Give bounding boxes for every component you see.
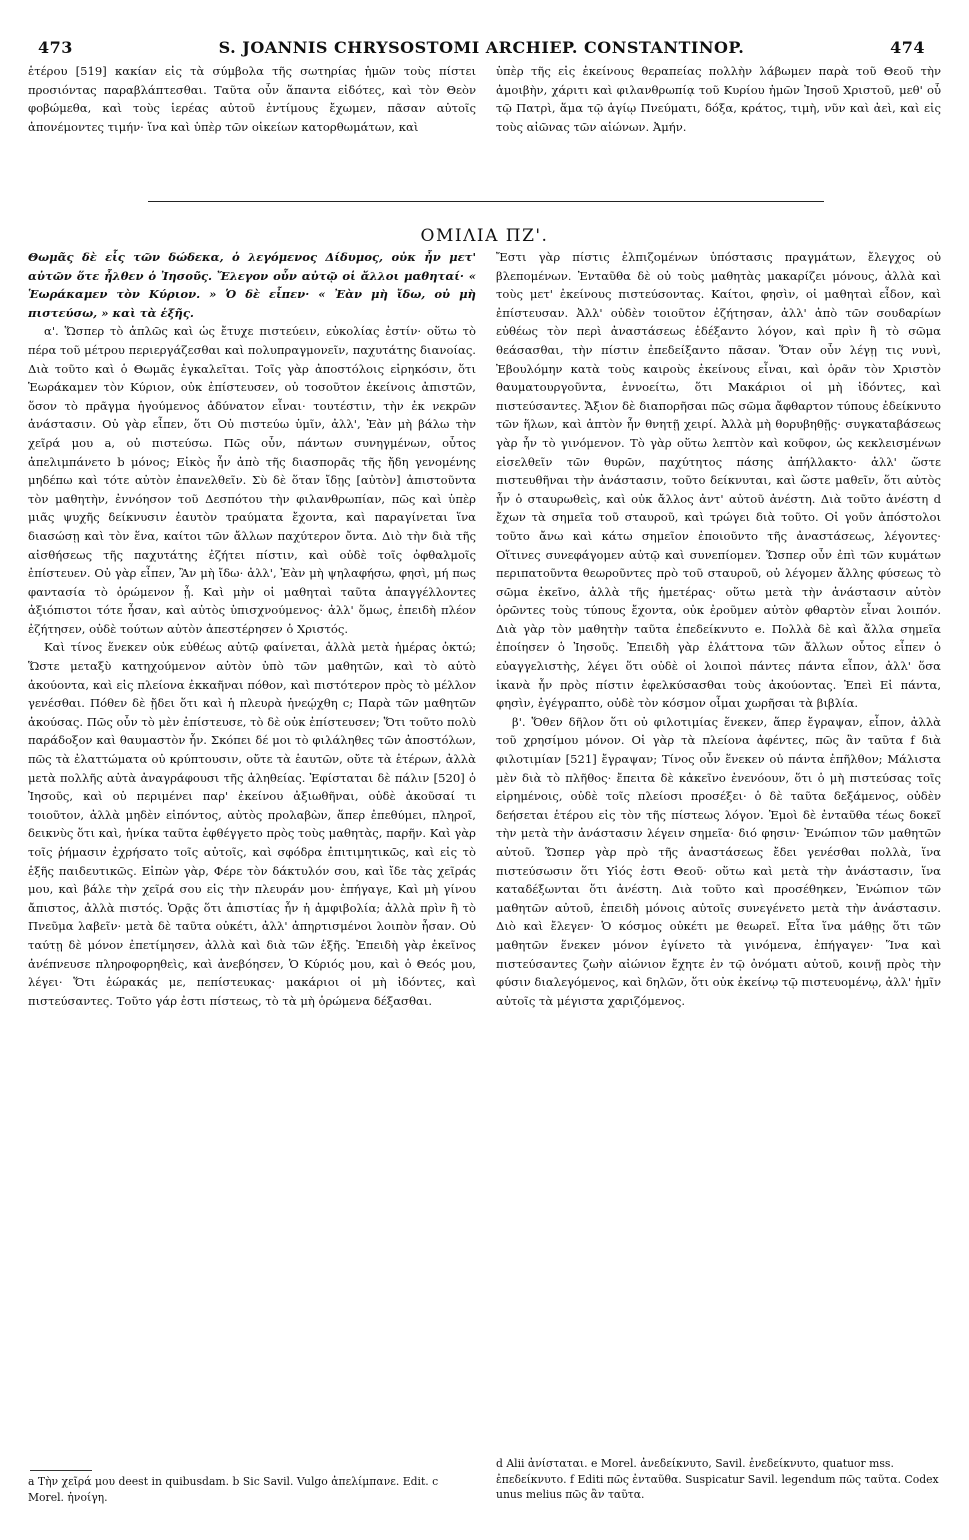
right-paragraph-1: Ἔστι γὰρ πίστις ἐλπιζομένων ὑπόστασις πραγμάτων, ἔλεγχος οὐ βλεπομένων. Ἐνταῦθα δὲ οὐ τοὺς μαθητὰς μακαρίζει μόνους, ἀλλὰ καὶ τοὺς μετ' ἐκείνους πιστεύσοντας. Καίτοι, φησὶν, οἱ μαθηταὶ εἶδον, καὶ ἐπίστευσαν. Ἀλλ' οὐδὲν τοιοῦτον ἐζήτησαν, ἀλλ' ἀπὸ τῶν σουδαρίων εὐθέως τὸν περὶ ἀναστάσεως ἐδέξαντο λόγον, καὶ πρὶν ἢ τὸ σῶμα θεάσασθαι, τὴν πίστιν ἐπεδείξαντο πᾶσαν. Ὅταν οὖν λέγῃ τις νυνὶ, Ἐβουλόμην κατὰ τοὺς καιροὺς ἐκείνους εἶναι, καὶ ὁρᾶν τὸν Χριστὸν θαυματουργοῦντα, ἐννοείτω, ὅτι Μακάριοι οἱ μὴ ἰδόντες, καὶ πιστεύσαντες. Ἄξιον δὲ διαπορῆσαι πῶς σῶμα ἄφθαρτον τύπους ἐδείκνυτο τῶν ἥλων, καὶ ἁπτὸν ἦν θνητῇ χειρί. Ἀλλὰ μὴ θορυβηθῇς· συγκαταβάσεως γὰρ ἦν τὸ γινόμενον. Τὸ γὰρ οὕτω λεπτὸν καὶ κοῦφον, ὡς κεκλεισμένων εἰσελθεῖν τῶν θυρῶν, παχύτητος πάσης ἀπήλλακτο· ἀλλ' ὥστε πιστευθῆναι τὴν ἀνάστασιν, τοῦτο δείκνυται, καὶ ὥστε μαθεῖν, ὅτι αὐτὸς ἦν ὁ σταυρωθεὶς, καὶ οὐκ ἄλλος ἀντ' αὐτοῦ ἀνέστη. Διὰ τοῦτο ἀνέστη d ἔχων τὰ σημεῖα τοῦ σταυροῦ, καὶ τρώγει διὰ τοῦτο. Οἱ γοῦν ἀπόστολοι τοῦτο ἄνω καὶ κάτω σημεῖον ἐποιοῦντο τῆς ἀναστάσεως, λέγοντες· Οἵτινες συνεφάγομεν αὐτῷ καὶ συνεπίομεν. Ὥσπερ οὖν ἐπὶ τῶν κυμάτων περιπατοῦντα θεωροῦντες πρὸ τοῦ σταυροῦ, οὐ λέγομεν ἄλλης φύσεως τὸ σῶμα ἐκεῖνο, ἀλλὰ τῆς ἡμετέρας· οὕτω μετὰ τὴν ἀνάστασιν αὐτὸν ὁρῶντες τοὺς τύπους ἔχοντα, οὐκ ἐροῦμεν αὐτὸν φθαρτὸν εἶναι λοιπόν. Διὰ γὰρ τὸν μαθητὴν ταῦτα ἐπεδείκνυτο e. Πολλὰ δὲ καὶ ἄλλα σημεῖα ἐποίησεν ὁ Ἰησοῦς. Ἐπειδὴ γὰρ ἐλάττονα τῶν ἄλλων οὗτος εἶπεν ὁ εὐαγγελιστὴς, λέγει ὅτι οὐδὲ οἱ λοιποὶ πάντες πάντα εἶπον, ἀλλ' ὅσα ἱκανὰ ἦν πρὸς πίστιν ἐφελκύσασθαι τοὺς ἀκούοντας. Ἐπεὶ Εἰ πάντα, φησὶν, ἐγέγραπτο, οὐδὲ τὸν κόσμον οἶμαι χωρῆσαι τὰ βιβλία. — [496, 250, 941, 711]
left-main-column — [28, 248, 476, 1460]
running-header — [38, 38, 925, 62]
top-right-text: ὑπὲρ τῆς εἰς ἐκείνους θεραπείας πολλὴν λάβωμεν παρὰ τοῦ Θεοῦ τὴν ἀμοιβὴν, χάριτι καὶ φιλανθρωπίᾳ τοῦ Κυρίου ἡμῶν Ἰησοῦ Χριστοῦ, μεθ' οὗ τῷ Πατρὶ, ἅμα τῷ ἁγίῳ Πνεύματι, δόξα, κράτος, τιμὴ, νῦν καὶ ἀεὶ, καὶ εἰς τοὺς αἰῶνας τῶν αἰώνων. Ἀμήν. — [496, 64, 941, 134]
homily-title: ΟΜΙΛΙΑ ΠΖ'. — [420, 226, 549, 246]
footnotes-right: d Alii ἀνίσταται. e Morel. ἀνεδείκνυτο, Savil. ἐνεδείκνυτο, quatuor mss. ἐπεδείκνυτο. f Editi πῶς ἐνταῦθα. Suspicatur Savil. legendum πῶς ταῦτα. Codex unus melius πῶς ἂν ταῦτα. — [496, 1457, 939, 1501]
right-paragraph-2: β'. Ὅθεν δῆλον ὅτι οὐ φιλοτιμίας ἕνεκεν, ἅπερ ἔγραψαν, εἶπον, ἀλλὰ τοῦ χρησίμου μόνον. Οἱ γὰρ τὰ πλείονα ἀφέντες, πῶς ἂν ταῦτα f διὰ φιλοτιμίαν [521] ἔγραψαν; Τίνος οὖν ἕνεκεν οὐ πάντα ἐπῆλθον; Μάλιστα μὲν διὰ τὸ πλῆθος· ἔπειτα δὲ κἀκεῖνο ἐνενόουν, ὅτι ὁ μὴ πιστεύσας τοῖς εἰρημένοις, οὐδὲ τοῖς πλείοσι προσέξει· ὁ δὲ ταῦτα δεξάμενος, οὐδὲν δεήσεται ἑτέρου εἰς τὸν τῆς πίστεως λόγον. Ἐμοὶ δὲ ἐνταῦθα τέως δοκεῖ τὴν μετὰ τὴν ἀνάστασιν λέγειν σημεῖα· διό φησιν· Ἐνώπιον τῶν μαθητῶν αὐτοῦ. Ὥσπερ γὰρ πρὸ τῆς ἀναστάσεως ἔδει γενέσθαι πολλὰ, ἵνα πιστεύσωσιν ὅτι Υἱός ἐστι Θεοῦ· οὕτω καὶ μετὰ τὴν ἀνάστασιν, ἵνα καταδέξωνται ὅτι ἀνέστη. Διὰ τοῦτο καὶ προσέθηκεν, Ἐνώπιον τῶν μαθητῶν αὐτοῦ, ἐπειδὴ μόνοις αὐτοῖς συνεγένετο μετὰ τὴν ἀνάστασιν. Διὸ καὶ ἔλεγεν· Ὁ κόσμος οὐκέτι με θεωρεῖ. Εἶτα ἵνα μάθῃς ὅτι τῶν μαθητῶν ἕνεκεν μόνον ἐγίνετο τὰ γινόμενα, ἐπήγαγεν· Ἵνα καὶ πιστεύσαντες ζωὴν αἰώνιον ἔχητε ἐν τῷ ὀνόματι αὐτοῦ, κοινῇ πρὸς τὴν φύσιν διαλεγόμενος, καὶ δηλῶν, ὅτι οὐκ ἐκείνῳ τῷ πιστευομένῳ, ἀλλ' ἡμῖν αὐτοῖς τὰ μέγιστα χαριζόμενος. — [496, 714, 941, 1008]
top-right-column — [496, 62, 941, 174]
left-paragraph-1: α'. Ὥσπερ τὸ ἁπλῶς καὶ ὡς ἔτυχε πιστεύειν, εὐκολίας ἐστίν· οὕτω τὸ πέρα τοῦ μέτρου περιεργάζεσθαι καὶ πολυπραγμονεῖν, παχυτάτης διανοίας. Διὰ τοῦτο καὶ ὁ Θωμᾶς ἐγκαλεῖται. Τοῖς γὰρ ἀποστόλοις εἰρηκόσιν, ὅτι Ἑωράκαμεν τὸν Κύριον, οὐκ ἐπίστευσεν, οὐ τοσοῦτον ἐκείνοις ἀπιστῶν, ὅσον τὸ πρᾶγμα ἡγούμενος ἀδύνατον εἶναι· τουτέστιν, τὴν ἐκ νεκρῶν ἀνάστασιν. Οὐ γὰρ εἶπεν, ὅτι Οὐ πιστεύω ὑμῖν, ἀλλ', Ἐὰν μὴ βάλω τὴν χεῖρά μου a, οὐ πιστεύσω. Πῶς οὖν, πάντων συνηγμένων, οὗτος ἀπελιμπάνετο b μόνος; Εἰκὸς ἦν ἀπὸ τῆς διασπορᾶς τῆς ἤδη γενομένης μηδέπω καὶ τότε αὐτὸν ἐπανελθεῖν. Σὺ δὲ ὅταν ἴδῃς [αὐτὸν] ἀπιστοῦντα τὸν μαθητὴν, ἐννόησον τοῦ Δεσπότου τὴν φιλανθρωπίαν, πῶς καὶ ὑπὲρ μιᾶς ψυχῆς δείκνυσιν ἑαυτὸν τραύματα ἔχοντα, καὶ παραγίνεται ἵνα διασώσῃ καὶ τὸν ἕνα, καίτοι τῶν ἄλλων παχύτερον ὄντα. Διὸ τὴν διὰ τῆς αἰσθήσεως τῆς παχυτάτης ἐζήτει πίστιν, καὶ οὐδὲ τοῖς ὀφθαλμοῖς ἐπίστευεν. Οὐ γὰρ εἶπεν, Ἂν μὴ ἴδω· ἀλλ', Ἐὰν μὴ ψηλαφήσω, φησὶ, μή πως φαντασία τὸ ὁρώμενον ᾖ. Καὶ μὴν οἱ μαθηταὶ ταῦτα ἀπαγγέλλοντες ἀξιόπιστοι τότε ἦσαν, καὶ αὐτὸς ὑπισχνούμενος· ἀλλ' ὅμως, ἐπειδὴ πλέον ἐζήτησεν, οὐδὲ τούτων αὐτὸν ἀπεστέρησεν ὁ Χριστός. — [28, 324, 476, 636]
scripture-lemma: Θωμᾶς δὲ εἷς τῶν δώδεκα, ὁ λεγόμενος Δίδυμος, οὐκ ἦν μετ' αὐτῶν ὅτε ἦλθεν ὁ Ἰησοῦς. Ἔλεγον οὖν αὐτῷ οἱ ἄλλοι μαθηταί· « Ἑωράκαμεν τὸν Κύριον. » Ὁ δὲ εἶπεν· « Ἐὰν μὴ ἴδω, οὐ μὴ πιστεύσω, » καὶ τὰ ἑξῆς. — [28, 250, 476, 320]
page-number-right: 474 — [890, 38, 925, 57]
running-title: S. JOANNIS CHRYSOSTOMI ARCHIEP. CONSTANTINOP. — [218, 38, 745, 57]
left-paragraph-2: Καὶ τίνος ἕνεκεν οὐκ εὐθέως αὐτῷ φαίνεται, ἀλλὰ μετὰ ἡμέρας ὀκτώ; Ὥστε μεταξὺ κατηχούμενον αὐτὸν ὑπὸ τῶν μαθητῶν, καὶ τὸ αὐτὸ ἀκούοντα, καὶ εἰς πλείονα ἐκκαῆναι πόθον, καὶ πιστότερον πρὸς τὸ μέλλον γενέσθαι. Πόθεν δὲ ᾔδει ὅτι καὶ ἡ πλευρὰ ἠνεῴχθη c; Παρὰ τῶν μαθητῶν ἀκούσας. Πῶς οὖν τὸ μὲν ἐπίστευσε, τὸ δὲ οὐκ ἐπίστευσεν; Ὅτι τοῦτο πολὺ παράδοξον καὶ θαυμαστὸν ἦν. Σκόπει δέ μοι τὸ φιλάληθες τῶν ἀποστόλων, πῶς τὰ ἐλαττώματα οὐ κρύπτουσιν, οὔτε τὰ ἑαυτῶν, οὔτε τὰ ἑτέρων, ἀλλὰ μετὰ πολλῆς αὐτὰ ἀναγράφουσι τῆς ἀληθείας. Ἐφίσταται δὲ πάλιν [520] ὁ Ἰησοῦς, καὶ οὐ περιμένει παρ' ἐκείνου ἀξιωθῆναι, οὐδὲ ἀκοῦσαί τι τοιοῦτον, ἀλλὰ μηδὲν εἰπόντος, αὐτὸς προλαβὼν, ἅπερ ἐπεθύμει, πληροῖ, δεικνὺς ὅτι καὶ, ἡνίκα ταῦτα ἐφθέγγετο πρὸς τοὺς μαθητὰς, παρῆν. Καὶ γὰρ τοῖς ῥήμασιν ἐχρήσατο τοῖς αὐτοῖς, καὶ σφόδρα ἐπιτιμητικῶς, καὶ εἰς τὸ ἑξῆς παιδευτικῶς. Εἰπὼν γὰρ, Φέρε τὸν δάκτυλόν σου, καὶ ἴδε τὰς χεῖράς μου, καὶ βάλε τὴν χεῖρά σου εἰς τὴν πλευράν μου· ἐπήγαγε, Καὶ μὴ γίνου ἄπιστος, ἀλλὰ πιστός. Ὁρᾷς ὅτι ἀπιστίας ἦν ἡ ἀμφιβολία; ἀλλὰ πρὶν ἢ τὸ Πνεῦμα λαβεῖν· μετὰ δὲ ταῦτα οὐκέτι, ἀλλ' ἀπηρτισμένοι λοιπὸν ἦσαν. Οὐ ταύτῃ δὲ μόνον ἐπετίμησεν, ἀλλὰ καὶ διὰ τῶν ἑξῆς. Ἐπειδὴ γὰρ ἐκεῖνος ἀνέπνευσε πληροφορηθεὶς, καὶ ἀνεβόησεν, Ὁ Κύριός μου, καὶ ὁ Θεός μου, λέγει· Ὅτι ἑώρακάς με, πεπίστευκας· μακάριοι οἱ μὴ ἰδόντες, καὶ πιστεύσαντες. Τοῦτο γάρ ἐστι πίστεως, τὸ τὰ μὴ ὁρώμενα δέξασθαι. — [28, 640, 476, 1008]
top-left-text: ἑτέρου [519] κακίαν εἰς τὰ σύμβολα τῆς σωτηρίας ἡμῶν τοὺς πίστει προσιόντας παραβλάπτεσθαι. Ταῦτα οὖν ἅπαντα εἰδότες, καὶ τὸν Θεὸν φοβώμεθα, καὶ τοὺς ἱερέας αὐτοῦ ἐντίμους ἔχωμεν, πᾶσαν αὐτοῖς ἀπονέμοντες τιμήν· ἵνα καὶ ὑπὲρ τῶν οἰκείων κατορθωμάτων, καὶ — [28, 64, 476, 134]
section-divider — [148, 201, 824, 202]
footnote-rule — [30, 1470, 92, 1471]
right-main-column — [496, 248, 941, 1460]
footnotes-left: a Τὴν χεῖρά μου deest in quibusdam. b Sic Savil. Vulgo ἀπελίμπανε. Edit. c Morel. ἠνοίγη. — [28, 1475, 439, 1504]
page-number-left: 473 — [38, 38, 73, 57]
top-left-column — [28, 62, 476, 174]
